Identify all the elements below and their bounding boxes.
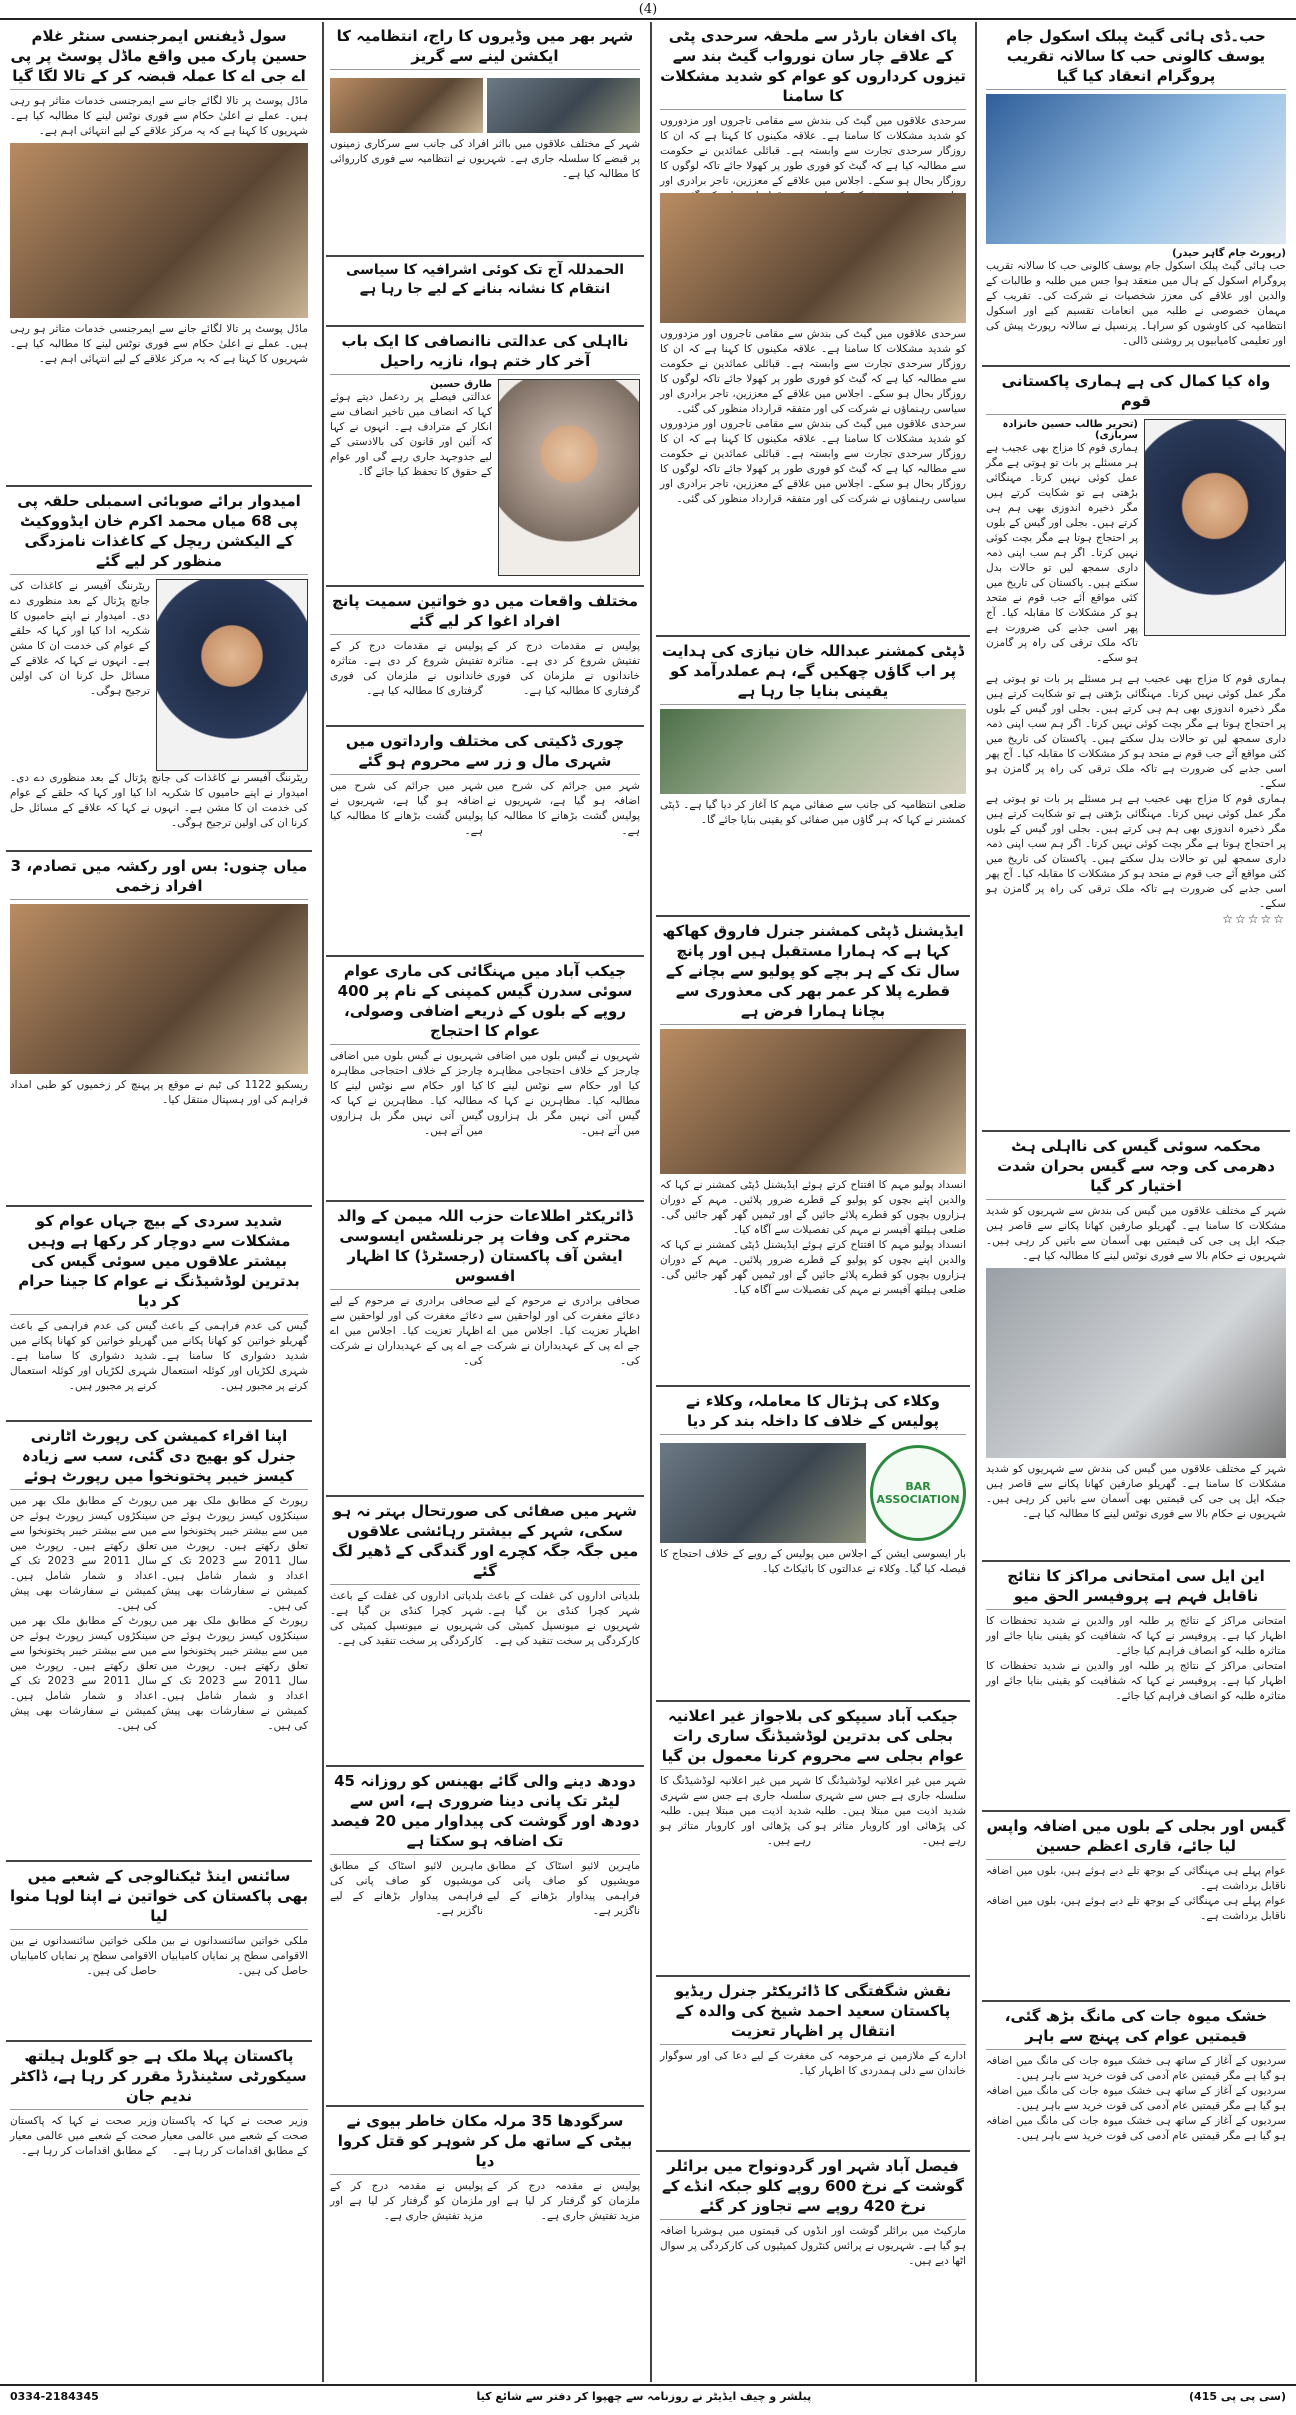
- protest-photo-2: [330, 78, 483, 133]
- story-livestock: [326, 1767, 644, 2107]
- story-body: شہر کے مختلف علاقوں میں گیس کی بندش سے شہریوں کو شدید مشکلات کا سامنا ہے۔ گھریلو صارفین کھانا پکانے سے قاصر ہیں جبکہ ایل پی جی کی قیمتیں بھی آسمان سے باتیں کر رہی ہیں۔ شہریوں نے حکام بالا سے فوری نوٹس لینے کا مطالبہ کیا ہے۔: [986, 1205, 1286, 1262]
- story-journalists: [326, 1202, 644, 1497]
- story-body-continued: سرحدی علاقوں میں گیٹ کی بندش سے مقامی تاجروں اور مزدوروں کو شدید مشکلات کا سامنا ہے۔ علاقہ مکینوں کا کہنا ہے کہ ان کا روزگار سرحدی تجارت سے وابستہ ہے۔ قبائلی عمائدین نے حکومت سے مطالبہ کیا ہے کہ گیٹ کو فوری طور پر کھولا جائے تاکہ لوگوں کا روزگار بحال ہو سکے۔ اجلاس میں علاقے کے معززین، تاجر برادری اور سیاسی رہنماؤں نے شرکت کی اور متفقہ قرارداد منظور کی گئی۔: [660, 328, 966, 415]
- bar-association-logo: BAR ASSOCIATION: [870, 1445, 966, 1541]
- column-rule: [975, 22, 977, 2382]
- story-body-continued: رپورٹ کے مطابق ملک بھر میں سینکڑوں کیسز رپورٹ ہوئے جن میں سے بیشتر خیبر پختونخوا سے تعلق رکھتے ہیں۔ رپورٹ میں سال 2011 سے 2023 تک کے اعداد و شمار شامل ہیں۔ کمیشن نے سفارشات بھی پیش کی ہیں۔: [10, 1615, 157, 1732]
- protest-photo: [487, 78, 640, 133]
- rescue-photo: [10, 904, 308, 1074]
- author-portrait: [1144, 419, 1286, 636]
- story-candidate: [6, 487, 312, 852]
- headline: گیس اور بجلی کے بلوں میں اضافہ واپس لیا جائے، قاری اعظم حسین: [986, 1816, 1286, 1860]
- story-body: عدالتی فیصلے پر ردعمل دیتے ہوئے کہا کہ انصاف میں تاخیر انصاف سے انکار کے مترادف ہے۔ انہوں نے کہا کہ آئین اور قانون کی بالادستی کے لیے جدوجہد جاری رہے گی اور عوام کے حقوق کا تحفظ کیا جائے گا۔: [330, 391, 492, 478]
- page-number: (4): [638, 2, 658, 17]
- story-body-continued: بلدیاتی اداروں کی غفلت کے باعث شہر کچرا کنڈی بن گیا ہے۔ شہریوں نے میونسپل کمیٹی کی کارکردگی پر سخت تنقید کی ہے۔: [330, 1590, 483, 1647]
- column-rule: [322, 22, 324, 2382]
- story-gas-shortage: [6, 1207, 312, 1422]
- story-body: رپورٹ کے مطابق ملک بھر میں سینکڑوں کیسز رپورٹ ہوئے جن میں سے بیشتر خیبر پختونخوا سے تعلق رکھتے ہیں۔ رپورٹ میں سال 2011 سے 2023 تک کے اعداد و شمار شامل ہیں۔ کمیشن نے سفارشات بھی پیش کی ہیں۔: [161, 1495, 308, 1612]
- headline: خشک میوہ جات کی مانگ بڑھ گئی، قیمتیں عوام کی پہنچ سے باہر: [986, 2006, 1286, 2050]
- story-body: پولیس نے مقدمات درج کر کے تفتیش شروع کر دی ہے۔ متاثرہ خاندانوں نے ملزمان کی فوری گرفتاری کا مطالبہ کیا ہے۔: [487, 640, 640, 697]
- story-body: ادارے کے ملازمین نے مرحومہ کی مغفرت کے لیے دعا کی اور سوگوار خاندان سے دلی ہمدردی کا اظہار کیا۔: [660, 2050, 966, 2077]
- story-sanitation: [326, 1497, 644, 1767]
- story-body-continued: وزیر صحت نے کہا کہ پاکستان صحت کے شعبے میں عالمی معیار کے مطابق اقدامات کر رہا ہے۔: [10, 2115, 157, 2157]
- nazia-portrait: [498, 379, 640, 576]
- story-bills: [982, 1812, 1290, 2002]
- story-body-continued: شہر میں غیر اعلانیہ لوڈشیڈنگ کا سلسلہ جاری ہے جس سے شہری شدید اذیت میں مبتلا ہیں۔ طلبہ کی پڑھائی اور کاروبار متاثر ہو رہے ہیں۔: [660, 1775, 811, 1847]
- story-dry-fruits: [982, 2002, 1290, 2382]
- story-body: ماڈل پوسٹ پر تالا لگائے جانے سے ایمرجنسی خدمات متاثر ہو رہی ہیں۔ عملے نے اعلیٰ حکام سے فوری نوٹس لینے کا مطالبہ کیا ہے۔ شہریوں کا کہنا ہے کہ یہ مرکز علاقے کے لیے انتہائی اہم ہے۔: [10, 95, 308, 137]
- column-2: [656, 22, 970, 2382]
- headline: وکلاء کی ہڑتال کا معاملہ، وکلاء نے پولیس کے خلاف کا داخلہ بند کر دیا: [660, 1391, 966, 1435]
- headline: دودھ دینے والی گائے بھینس کو روزانہ 45 لیٹر تک پانی دینا ضروری ہے، اس سے دودھ اور گوشت کی پیداوار میں 20 فیصد تک اضافہ ہو سکتا ہے: [330, 1771, 640, 1855]
- stars-divider: ☆☆☆☆☆: [1222, 912, 1286, 926]
- headline: جیکب آباد سیپکو کی بلاجواز غیر اعلانیہ بجلی کی بدترین لوڈشیڈنگ ساری رات عوام بجلی سے محروم کرنا معمول بن گیا: [660, 1706, 966, 1770]
- story-hub-school: [982, 22, 1290, 367]
- story-body: ریٹرننگ آفیسر نے کاغذات کی جانچ پڑتال کے بعد منظوری دے دی۔ امیدوار نے اپنے حامیوں کا شکریہ ادا کیا اور کہا کہ حلقے کے عوام کی خدمت ان کا مشن ہے۔ انہوں نے کہا کہ علاقے کے مسائل حل کرنا ان کی اولین ترجیح ہوگی۔: [10, 580, 150, 697]
- story-body: ماہرین لائیو اسٹاک کے مطابق مویشیوں کو صاف پانی کی فراہمی پیداوار بڑھانے کے لیے ناگزیر ہے۔: [487, 1860, 640, 1917]
- story-body: بلدیاتی اداروں کی غفلت کے باعث شہر کچرا کنڈی بن گیا ہے۔ شہریوں نے میونسپل کمیٹی کی کارکردگی پر سخت تنقید کی ہے۔: [487, 1590, 640, 1647]
- byline: (رپورٹ جام گاہر حیدر): [1172, 248, 1286, 259]
- story-loadshedding: [656, 1702, 970, 1977]
- footer-imprint: پبلشر و چیف ایڈیٹر نے روزنامہ سے چھپوا کر دفتر سے شائع کیا: [476, 2390, 812, 2403]
- story-body-continued: سرحدی علاقوں میں گیٹ کی بندش سے مقامی تاجروں اور مزدوروں کو شدید مشکلات کا سامنا ہے۔ علاقہ مکینوں کا کہنا ہے کہ ان کا روزگار سرحدی تجارت سے وابستہ ہے۔ قبائلی عمائدین نے حکومت سے مطالبہ کیا ہے کہ گیٹ کو فوری طور پر کھولا جائے تاکہ لوگوں کا روزگار بحال ہو سکے۔ اجلاس میں علاقے کے معززین، تاجر برادری اور سیاسی رہنماؤں نے شرکت کی اور متفقہ قرارداد منظور کی گئی۔: [660, 418, 966, 505]
- story-body: عوام پہلے ہی مہنگائی کے بوجھ تلے دبے ہوئے ہیں، بلوں میں اضافہ ناقابل برداشت ہے۔: [986, 1865, 1286, 1892]
- story-body: ہماری قوم کا مزاج بھی عجیب ہے ہر مسئلے پر بات تو ہوتی ہے مگر عمل کوئی نہیں کرتا۔ مہنگائی بڑھتی ہے تو شکایت کرتے ہیں مگر ذخیرہ اندوزی بھی ہم ہی کرتے ہیں۔ بجلی اور گیس کے بلوں پر احتجاج ہوتا ہے مگر بچت کوئی نہیں کرتا۔ اگر ہم سب اپنی ذمہ داری سمجھ لیں تو حالات بدل سکتے ہیں۔ پاکستان کی تاریخ میں کئی مواقع آئے جب قوم نے متحد ہو کر مشکلات کا مقابلہ کیا۔ آج پھر اسی جذبے کی ضرورت ہے تاکہ ملک ترقی کی راہ پر گامزن ہو سکے۔: [986, 442, 1138, 664]
- story-body-continued: ہماری قوم کا مزاج بھی عجیب ہے ہر مسئلے پر بات تو ہوتی ہے مگر عمل کوئی نہیں کرتا۔ مہنگائی بڑھتی ہے تو شکایت کرتے ہیں مگر ذخیرہ اندوزی بھی ہم ہی کرتے ہیں۔ بجلی اور گیس کے بلوں پر احتجاج ہوتا ہے مگر بچت کوئی نہیں کرتا۔ اگر ہم سب اپنی ذمہ داری سمجھ لیں تو حالات بدل سکتے ہیں۔ پاکستان کی تاریخ میں کئی مواقع آئے جب قوم نے متحد ہو کر مشکلات کا مقابلہ کیا۔ آج پھر اسی جذبے کی ضرورت ہے تاکہ ملک ترقی کی راہ پر گامزن ہو سکے۔: [986, 673, 1286, 790]
- story-gas-bills: [326, 957, 644, 1202]
- candidate-portrait: [156, 579, 308, 771]
- story-lawyers: [656, 1387, 970, 1702]
- lawyers-photo: [660, 1443, 866, 1543]
- story-health-security: [6, 2042, 312, 2372]
- story-body: ملکی خواتین سائنسدانوں نے بین الاقوامی سطح پر نمایاں کامیابیاں حاصل کی ہیں۔: [161, 1935, 308, 1977]
- story-polio: [656, 917, 970, 1387]
- story-body: شہر میں جرائم کی شرح میں اضافہ ہو گیا ہے، شہریوں نے پولیس گشت بڑھانے کا مطالبہ کیا ہے۔: [487, 780, 640, 837]
- column-3: [326, 22, 644, 2382]
- story-body-continued: انسداد پولیو مہم کا افتتاح کرتے ہوئے ایڈیشنل ڈپٹی کمشنر نے کہا کہ والدین اپنے بچوں کو پولیو کے قطرے ضرور پلائیں۔ مہم کے دوران ہزاروں بچوں کو قطرے پلائے جائیں گے اور ٹیمیں گھر گھر جائیں گی۔ ضلعی ہیلتھ آفیسر نے مہم کی تفصیلات سے آگاہ کیا۔: [660, 1239, 966, 1296]
- story-body: شہر کے مختلف علاقوں میں بااثر افراد کی جانب سے سرکاری زمینوں پر قبضے کا سلسلہ جاری ہے۔ شہریوں نے انتظامیہ سے فوری کارروائی کا مطالبہ کیا ہے۔: [330, 138, 640, 180]
- headline: ڈائریکٹر اطلاعات حزب اللہ میمن کے والد محترم کی وفات پر جرنلسٹس ایسوسی ایشن آف پاکستان (رجسٹرڈ) کا اظہار افسوس: [330, 1206, 640, 1290]
- headline: میاں چنوں: بس اور رکشہ میں تصادم، 3 افراد زخمی: [10, 856, 308, 900]
- locked-door-photo: [10, 143, 308, 318]
- story-body-continued: ہماری قوم کا مزاج بھی عجیب ہے ہر مسئلے پر بات تو ہوتی ہے مگر عمل کوئی نہیں کرتا۔ مہنگائی بڑھتی ہے تو شکایت کرتے ہیں مگر ذخیرہ اندوزی بھی ہم ہی کرتے ہیں۔ بجلی اور گیس کے بلوں پر احتجاج ہوتا ہے مگر بچت کوئی نہیں کرتا۔ اگر ہم سب اپنی ذمہ داری سمجھ لیں تو حالات بدل سکتے ہیں۔ پاکستان کی تاریخ میں کئی مواقع آئے جب قوم نے متحد ہو کر مشکلات کا مقابلہ کیا۔ آج پھر اسی جذبے کی ضرورت ہے تاکہ ملک ترقی کی راہ پر گامزن ہو سکے۔: [986, 793, 1286, 910]
- headline: نقش شگفتگی کا ڈائریکٹر جنرل ریڈیو پاکستان سعید احمد شیخ کی والدہ کے انتقال پر اظہار تعزیت: [660, 1981, 966, 2045]
- story-body-continued: سردیوں کے آغاز کے ساتھ ہی خشک میوہ جات کی مانگ میں اضافہ ہو گیا ہے مگر قیمتیں عام آدمی کی قوت خرید سے باہر ہیں۔: [986, 2085, 1286, 2112]
- story-poultry-prices: [656, 2152, 970, 2382]
- story-body: شہر میں غیر اعلانیہ لوڈشیڈنگ کا سلسلہ جاری ہے جس سے شہری شدید اذیت میں مبتلا ہیں۔ طلبہ کی پڑھائی اور کاروبار متاثر ہو رہے ہیں۔: [815, 1775, 966, 1847]
- story-landlords: [326, 22, 644, 257]
- headline: الحمدللہ آج تک کوئی اشرافیہ کا سیاسی انتقام کا نشانہ بنانے کے لیے جا رہا ہے: [345, 262, 625, 297]
- story-body: گیس کی عدم فراہمی کے باعث گھریلو خواتین کو کھانا پکانے میں شدید دشواری کا سامنا ہے۔ شہری لکڑیاں اور کوئلہ استعمال کرنے پر مجبور ہیں۔: [161, 1320, 308, 1392]
- byline: (تحریر طالب حسین خانزادہ سربازی): [1002, 419, 1138, 441]
- story-sargodha: [326, 2107, 644, 2367]
- story-body-continued: ریٹرننگ آفیسر نے کاغذات کی جانچ پڑتال کے بعد منظوری دے دی۔ امیدوار نے اپنے حامیوں کا شکریہ ادا کیا اور کہا کہ حلقے کے عوام کی خدمت ان کا مشن ہے۔ انہوں نے کہا کہ علاقے کے مسائل حل کرنا ان کی اولین ترجیح ہوگی۔: [10, 772, 308, 829]
- headline: نااہلی کی عدالتی ناانصافی کا ایک باب آخر کار ختم ہوا، نازیہ راحیل: [330, 331, 640, 375]
- story-body-continued: ماہرین لائیو اسٹاک کے مطابق مویشیوں کو صاف پانی کی فراہمی پیداوار بڑھانے کے لیے ناگزیر ہے۔: [330, 1860, 483, 1917]
- headline: شہر بھر میں وڈیروں کا راج، انتظامیہ کا ایکشن لینے سے گریز: [330, 26, 640, 70]
- headline: فیصل آباد شہر اور گردونواح میں برائلر گوشت کے نرخ 600 روپے کلو جبکہ انڈے کے نرخ 420 روپے سے تجاوز کر گئے: [660, 2156, 966, 2220]
- column-4: [6, 22, 312, 2382]
- headline: سول ڈیفنس ایمرجنسی سنٹر غلام حسین پارک میں واقع ماڈل پوسٹ پر پی اے جی اے کا عملہ قبضہ کر کے تالا لگا گیا: [10, 26, 308, 90]
- story-body: صحافی برادری نے مرحوم کے لیے دعائے مغفرت کی اور لواحقین سے اظہار تعزیت کیا۔ اجلاس میں اے جے اے پی کے عہدیداران نے شرکت کی۔: [487, 1295, 640, 1367]
- headline: محکمہ سوئی گیس کی نااہلی ہٹ دھرمی کی وجہ سے گیس بحران شدت اختیار کر گیا: [986, 1136, 1286, 1200]
- story-condolence: [656, 1977, 970, 2152]
- footer-registration: (سی پی پی 415): [1189, 2390, 1286, 2403]
- story-body-continued: رپورٹ کے مطابق ملک بھر میں سینکڑوں کیسز رپورٹ ہوئے جن میں سے بیشتر خیبر پختونخوا سے تعلق رکھتے ہیں۔ رپورٹ میں سال 2011 سے 2023 تک کے اعداد و شمار شامل ہیں۔ کمیشن نے سفارشات بھی پیش کی ہیں۔: [161, 1615, 308, 1732]
- story-body-continued: رپورٹ کے مطابق ملک بھر میں سینکڑوں کیسز رپورٹ ہوئے جن میں سے بیشتر خیبر پختونخوا سے تعلق رکھتے ہیں۔ رپورٹ میں سال 2011 سے 2023 تک کے اعداد و شمار شامل ہیں۔ کمیشن نے سفارشات بھی پیش کی ہیں۔: [10, 1495, 157, 1612]
- headline: چوری ڈکیتی کی مختلف وارداتوں میں شہری مال و زر سے محروم ہو گئے: [330, 731, 640, 775]
- story-body-continued: پولیس نے مقدمہ درج کر کے ملزمان کو گرفتار کر لیا ہے اور مزید تفتیش جاری ہے۔: [330, 2180, 483, 2222]
- story-gas-crisis: [982, 1132, 1290, 1562]
- story-body-continued: امتحانی مراکز کے نتائج پر طلبہ اور والدین نے شدید تحفظات کا اظہار کیا ہے۔ پروفیسر نے کہا کہ شفافیت کو یقینی بنایا جائے اور متاثرہ طلبہ کو انصاف فراہم کیا جائے۔: [986, 1660, 1286, 1702]
- story-women-science: [6, 1862, 312, 2042]
- story-border-gate: [656, 22, 970, 637]
- headline: واہ کیا کمال کی ہے ہماری پاکستانی قوم: [986, 371, 1286, 415]
- gas-meter-photo: [986, 1268, 1286, 1458]
- story-theft: [326, 727, 644, 957]
- headline: سرگودھا 35 مرلہ مکان خاطر بیوی نے بیٹی کے ساتھ مل کر شوہر کو قتل کروا دیا: [330, 2111, 640, 2175]
- story-political: [326, 257, 644, 327]
- headline: پاک افغان بارڈر سے ملحقہ سرحدی پٹی کے علاقے چار سان نورواب گیٹ بند سے تیزوں کرداروں کو عوام کو شدید مشکلات کا سامنا: [660, 26, 966, 110]
- polio-campaign-photo: [660, 1029, 966, 1174]
- headline: جیکب آباد میں مہنگائی کی ماری عوام سوئی سدرن گیس کمپنی کے نام پر 400 روپے کے بلوں کے ذریعے اضافی وصولی، عوام کا احتجاج: [330, 961, 640, 1045]
- story-body: حب ہائی گیٹ پبلک اسکول جام یوسف کالونی حب کا سالانہ تقریب پروگرام اسکول کے ہال میں منعقد ہوا جس میں طلبہ و طالبات کے والدین اور علاقے کی معزز شخصیات نے شرکت کی۔ تقریب کے مہمان خصوصی نے طلبہ میں انعامات تقسیم کیے اور اسکول انتظامیہ کی کاوشوں کو سراہا۔ پرنسپل نے سالانہ رپورٹ پیش کی اور تعلیمی کامیابیوں پر روشنی ڈالی۔: [986, 260, 1286, 347]
- story-opinion: [982, 367, 1290, 1132]
- story-body: شہریوں نے گیس بلوں میں اضافی چارجز کے خلاف احتجاجی مظاہرہ کیا اور حکام سے نوٹس لینے کا مطالبہ کیا۔ مظاہرین نے کہا کہ گیس آتی نہیں مگر بل ہزاروں میں آتے ہیں۔: [487, 1050, 640, 1137]
- imprint-footer: [10, 2390, 1286, 2410]
- story-dc-villages: [656, 637, 970, 917]
- story-body: سردیوں کے آغاز کے ساتھ ہی خشک میوہ جات کی مانگ میں اضافہ ہو گیا ہے مگر قیمتیں عام آدمی کی قوت خرید سے باہر ہیں۔: [986, 2055, 1286, 2082]
- headline: پاکستان پہلا ملک ہے جو گلوبل ہیلتھ سیکورٹی سٹینڈرڈ مقرر کر رہا ہے، ڈاکٹر ندیم جان: [10, 2046, 308, 2110]
- story-body-continued: ملکی خواتین سائنسدانوں نے بین الاقوامی سطح پر نمایاں کامیابیاں حاصل کی ہیں۔: [10, 1935, 157, 1977]
- headline: سائنس اینڈ ٹیکنالوجی کے شعبے میں بھی پاکستان کی خواتین نے اپنا لوہا منوا لیا: [10, 1866, 308, 1930]
- top-rule: [0, 18, 1296, 20]
- event-photo: [986, 94, 1286, 244]
- story-body: مارکیٹ میں برائلر گوشت اور انڈوں کی قیمتوں میں ہوشربا اضافہ ہو گیا ہے۔ شہریوں نے پرائس کنٹرول کمیٹیوں کی کارکردگی پر سوال اٹھا دیے ہیں۔: [660, 2225, 966, 2267]
- story-body-continued: ماڈل پوسٹ پر تالا لگائے جانے سے ایمرجنسی خدمات متاثر ہو رہی ہیں۔ عملے نے اعلیٰ حکام سے فوری نوٹس لینے کا مطالبہ کیا ہے۔ شہریوں کا کہنا ہے کہ یہ مرکز علاقے کے لیے انتہائی اہم ہے۔: [10, 323, 308, 365]
- story-body: پولیس نے مقدمہ درج کر کے ملزمان کو گرفتار کر لیا ہے اور مزید تفتیش جاری ہے۔: [487, 2180, 640, 2222]
- footer-rule: [0, 2384, 1296, 2386]
- headline: امیدوار برائے صوبائی اسمبلی حلقہ پی پی 68 میاں محمد اکرم خان ایڈووکیٹ کے الیکشن ریچل کے کاغذات نامزدگی منظور کر لیے گئے: [10, 491, 308, 575]
- story-body-continued: صحافی برادری نے مرحوم کے لیے دعائے مغفرت کی اور لواحقین سے اظہار تعزیت کیا۔ اجلاس میں اے جے اے پی کے عہدیداران نے شرکت کی۔: [330, 1295, 483, 1367]
- story-body: ریسکیو 1122 کی ٹیم نے موقع پر پہنچ کر زخمیوں کو طبی امداد فراہم کی اور ہسپتال منتقل کیا۔: [10, 1079, 308, 1106]
- story-body-continued: شہر میں جرائم کی شرح میں اضافہ ہو گیا ہے، شہریوں نے پولیس گشت بڑھانے کا مطالبہ کیا ہے۔: [330, 780, 483, 837]
- headline: مختلف واقعات میں دو خواتین سمیت پانچ افراد اغوا کر لیے گئے: [330, 591, 640, 635]
- headline: ڈپٹی کمشنر عبداللہ خان نیازی کی ہدایت پر اب گاؤں چھکیں گے، ہم عملدرآمد کو یقینی بنایا جا رہا ہے: [660, 641, 966, 705]
- story-body: ضلعی انتظامیہ کی جانب سے صفائی مہم کا آغاز کر دیا گیا ہے۔ ڈپٹی کمشنر نے کہا کہ ہر گاؤں میں صفائی کو یقینی بنایا جائے گا۔: [660, 799, 966, 826]
- story-body-continued: شہریوں نے گیس بلوں میں اضافی چارجز کے خلاف احتجاجی مظاہرہ کیا اور حکام سے نوٹس لینے کا مطالبہ کیا۔ مظاہرین نے کہا کہ گیس آتی نہیں مگر بل ہزاروں میں آتے ہیں۔: [330, 1050, 483, 1137]
- byline: طارق حسین: [430, 379, 492, 390]
- story-body-continued: گیس کی عدم فراہمی کے باعث گھریلو خواتین کو کھانا پکانے میں شدید دشواری کا سامنا ہے۔ شہری لکڑیاں اور کوئلہ استعمال کرنے پر مجبور ہیں۔: [10, 1320, 157, 1392]
- story-kidnapping: [326, 587, 644, 727]
- story-nazia: [326, 327, 644, 587]
- headline: شہر میں صفائی کی صورتحال بہتر نہ ہو سکی، شہر کے بیشتر رہائشی علاقوں میں جگہ جگہ کچرے اور گندگی کے ڈھیر لگ گئے: [330, 1501, 640, 1585]
- headline: اپنا اقراء کمیشن کی رپورٹ اٹارنی جنرل کو بھیج دی گئی، سب سے زیادہ کیسز خیبر پختونخوا میں رپورٹ ہوئے: [10, 1426, 308, 1490]
- story-body: انسداد پولیو مہم کا افتتاح کرتے ہوئے ایڈیشنل ڈپٹی کمشنر نے کہا کہ والدین اپنے بچوں کو پولیو کے قطرے ضرور پلائیں۔ مہم کے دوران ہزاروں بچوں کو قطرے پلائے جائیں گے اور ٹیمیں گھر گھر جائیں گی۔ ضلعی ہیلتھ آفیسر نے مہم کی تفصیلات سے آگاہ کیا۔: [660, 1179, 966, 1236]
- headline: شدید سردی کے بیچ جہاں عوام کو مشکلات سے دوچار کر رکھا ہے وہیں بیشتر علاقوں میں سوئی گیس کی بدترین لوڈشیڈنگ نے عوام کا جینا حرام کر دیا: [10, 1211, 308, 1315]
- story-body-continued: سردیوں کے آغاز کے ساتھ ہی خشک میوہ جات کی مانگ میں اضافہ ہو گیا ہے مگر قیمتیں عام آدمی کی قوت خرید سے باہر ہیں۔: [986, 2115, 1286, 2142]
- cleaning-photo: [660, 709, 966, 794]
- story-body: سرحدی علاقوں میں گیٹ کی بندش سے مقامی تاجروں اور مزدوروں کو شدید مشکلات کا سامنا ہے۔ علاقہ مکینوں کا کہنا ہے کہ ان کا روزگار سرحدی تجارت سے وابستہ ہے۔ قبائلی عمائدین نے حکومت سے مطالبہ کیا ہے کہ گیٹ کو فوری طور پر کھولا جائے تاکہ لوگوں کا روزگار بحال ہو سکے۔ اجلاس میں علاقے کے معززین، تاجر برادری اور: [660, 115, 966, 187]
- story-body: امتحانی مراکز کے نتائج پر طلبہ اور والدین نے شدید تحفظات کا اظہار کیا ہے۔ پروفیسر نے کہا کہ شفافیت کو یقینی بنایا جائے اور متاثرہ طلبہ کو انصاف فراہم کیا جائے۔: [986, 1615, 1286, 1657]
- headline: ایڈیشنل ڈپٹی کمشنر جنرل فاروق کھاکھ کہا ہے کہ ہمارا مستقبل ہیں اور پانچ سال تک کے ہر بچے کو پولیو سے بچانے کے قطرے پلا کر عمر بھر کی معذوری سے بچانا ہمارا فرض ہے: [660, 921, 966, 1025]
- story-civil-defence: [6, 22, 312, 487]
- story-body: وزیر صحت نے کہا کہ پاکستان صحت کے شعبے میں عالمی معیار کے مطابق اقدامات کر رہا ہے۔: [161, 2115, 308, 2157]
- story-exam-centers: [982, 1562, 1290, 1812]
- footer-phone: 0334-2184345: [10, 2390, 99, 2403]
- story-body-continued: عوام پہلے ہی مہنگائی کے بوجھ تلے دبے ہوئے ہیں، بلوں میں اضافہ ناقابل برداشت ہے۔: [986, 1895, 1286, 1922]
- meeting-photo: [660, 193, 966, 323]
- story-body-continued: پولیس نے مقدمات درج کر کے تفتیش شروع کر دی ہے۔ متاثرہ خاندانوں نے ملزمان کی فوری گرفتاری کا مطالبہ کیا ہے۔: [330, 640, 483, 697]
- story-body-continued: شہر کے مختلف علاقوں میں گیس کی بندش سے شہریوں کو شدید مشکلات کا سامنا ہے۔ گھریلو صارفین کھانا پکانے سے قاصر ہیں جبکہ ایل پی جی کی قیمتیں بھی آسمان سے باتیں کر رہی ہیں۔ شہریوں نے حکام بالا سے فوری نوٹس لینے کا مطالبہ کیا ہے۔: [986, 1463, 1286, 1520]
- column-rule: [650, 22, 652, 2382]
- story-accident: [6, 852, 312, 1207]
- column-1: [982, 22, 1290, 2382]
- story-body: بار ایسوسی ایشن کے اجلاس میں پولیس کے رویے کے خلاف احتجاج کا فیصلہ کیا گیا۔ وکلاء نے عدالتوں کا بائیکاٹ کیا۔: [660, 1548, 966, 1575]
- story-commission: [6, 1422, 312, 1862]
- headline: حب۔ڈی ہائی گیٹ پبلک اسکول جام یوسف کالونی حب کا سالانہ تقریب پروگرام انعقاد کیا گیا: [986, 26, 1286, 90]
- headline: این ایل سی امتحانی مراکز کا نتائج ناقابل فہم ہے پروفیسر الحق میو: [986, 1566, 1286, 1610]
